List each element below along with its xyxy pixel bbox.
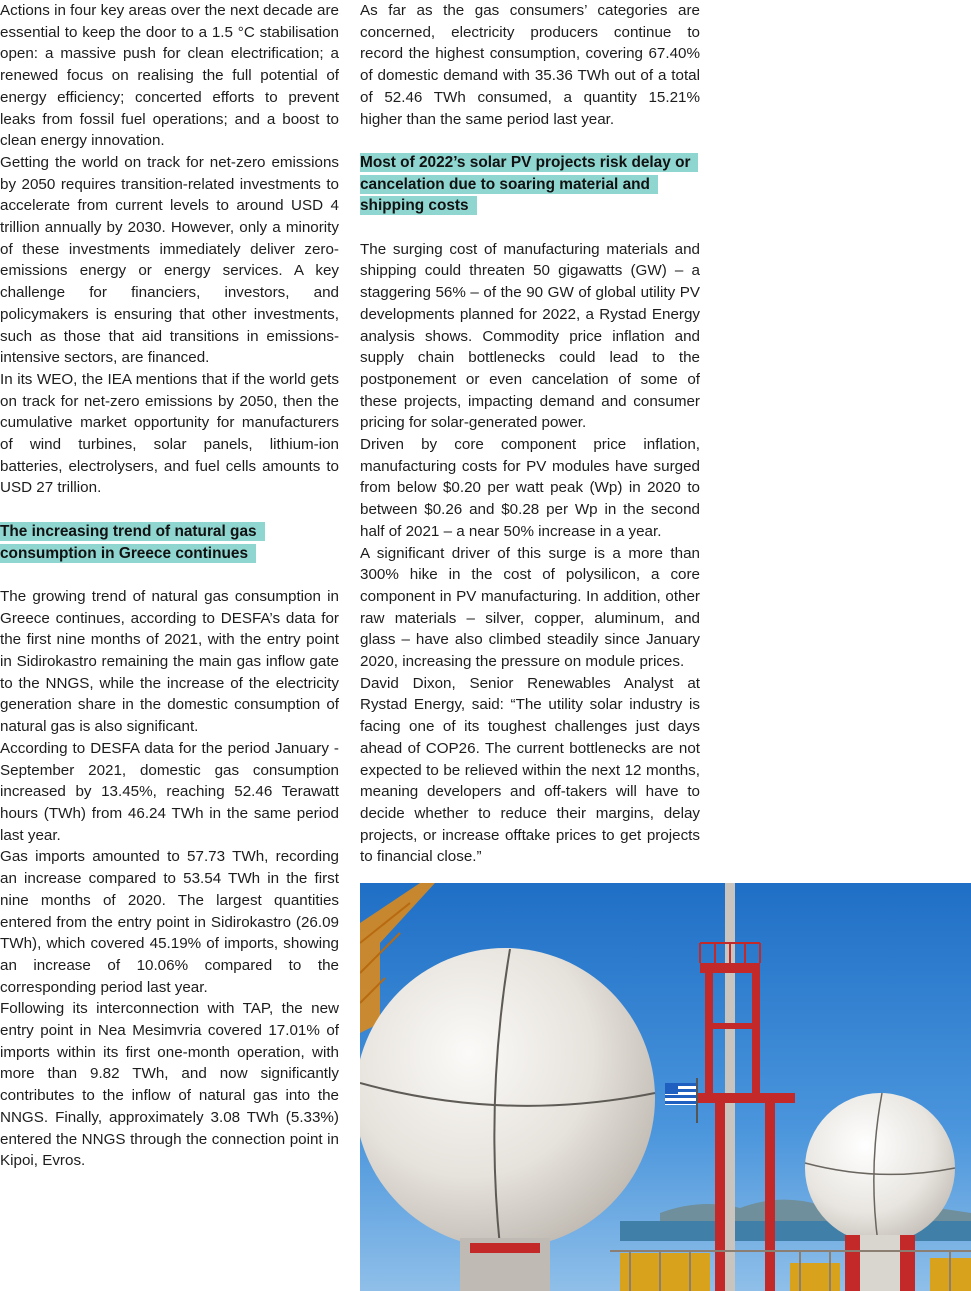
paragraph: David Dixon, Senior Renewables Analyst at Rystad Energy, said: “The utility solar industry is facing one of its toughest challenges just days ahead of COP26. The current bottlenecks are not expected to be relieved within the next 12 months, meaning developers and off-takers will have to decide whether to reduce their margins, delay projects, or increase offtake prices to get projects to financial close.” <box>360 674 700 866</box>
right-column <box>360 0 700 868</box>
ship-radome-photo <box>360 883 971 1291</box>
paragraph: Actions in four key areas over the next decade are essential to keep the door to a 1.5 °C stabilisation open: a massive push for clean electrification; a renewed focus on realising the full potential of energy efficiency; concerted efforts to prevent leaks from fossil fuel operations; and a boost to clean energy innovation. <box>0 2 339 150</box>
heading-gas-consumption: The increasing trend of natural gas consumption in Greece continues <box>0 522 265 563</box>
paragraph: The growing trend of natural gas consumption in Greece continues, according to DESFA’s data for the first nine months of 2021, with the entry point in Sidirokastro remaining the main gas inflow gate to the NNGS, while the increase of the electricity generation share in the domestic consumption of natural gas is also significant. <box>0 587 339 736</box>
paragraph: In its WEO, the IEA mentions that if the world gets on track for net-zero emissions by 2050, then the cumulative market opportunity for manufacturers of wind turbines, solar panels, lithium-ion batteries, electrolysers, and fuel cells amounts to USD 27 trillion. <box>0 370 339 497</box>
paragraph: Following its interconnection with TAP, the new entry point in Nea Mesimvria covered 17.01% of imports within its first one-month operation, with more than 9.82 TWh, and now significantly contributes to the inflow of natural gas into the NNGS. Finally, approximately 3.08 TWh (5.33%) entered the NNGS through the connection point in Kipoi, Evros. <box>0 1000 339 1170</box>
paragraph: According to DESFA data for the period January - September 2021, domestic gas consumption increased by 13.45%, reaching 52.46 Terawatt hours (TWh) from 46.24 TWh in the same period last year. <box>0 739 339 844</box>
section-heading-solar <box>360 152 700 217</box>
heading-solar-pv: Most of 2022’s solar PV projects risk delay or cancelation due to soaring material and shipping costs <box>360 153 698 215</box>
paragraph: Getting the world on track for net-zero emissions by 2050 requires transition-related investments to accelerate from current levels to around USD 4 trillion annually by 2030. However, only a minority of these investments immediately deliver zero-emissions energy or energy services. A key challenge for financiers, investors, and policymakers is ensuring that other investments, such as those that aid transitions in emissions-intensive sectors, are financed. <box>0 153 339 367</box>
section-heading-gas <box>0 521 339 564</box>
left-column <box>0 0 339 1172</box>
paragraph: Gas imports amounted to 57.73 TWh, recording an increase compared to 53.54 TWh in the first nine months of 2020. The largest quantities entered from the entry point in Sidirokastro (26.09 TWh), which covered 45.19% of imports, showing an increase of 10.06% compared to the corresponding period last year. <box>0 848 339 996</box>
paragraph: Driven by core component price inflation, manufacturing costs for PV modules have surged from below $0.20 per watt peak (Wp) in 2020 to between $0.26 and $0.28 per Wp in the second half of 2021 – a near 50% increase in a year. <box>360 436 700 540</box>
paragraph: As far as the gas consumers’ categories are concerned, electricity producers continue to record the highest consumption, covering 67.40% of domestic demand with 35.36 TWh out of a total of 52.46 TWh consumed, a quantity 15.21% higher than the same period last year. <box>360 2 700 128</box>
paragraph: The surging cost of manufacturing materials and shipping could threaten 50 gigawatts (GW) – a staggering 56% – of the 90 GW of global utility PV developments planned for 2022, a Rystad Energy analysis shows. Commodity price inflation and supply chain bottlenecks could lead to the postponement or even cancelation of some of these projects, impacting demand and consumer pricing for solar-generated power. <box>360 240 700 432</box>
paragraph: A significant driver of this surge is a more than 300% hike in the cost of polysilicon, a core component in PV manufacturing. In addition, other raw materials – silver, copper, aluminum, and glass – have also climbed steadily since January 2020, increasing the pressure on module prices. <box>360 544 700 671</box>
